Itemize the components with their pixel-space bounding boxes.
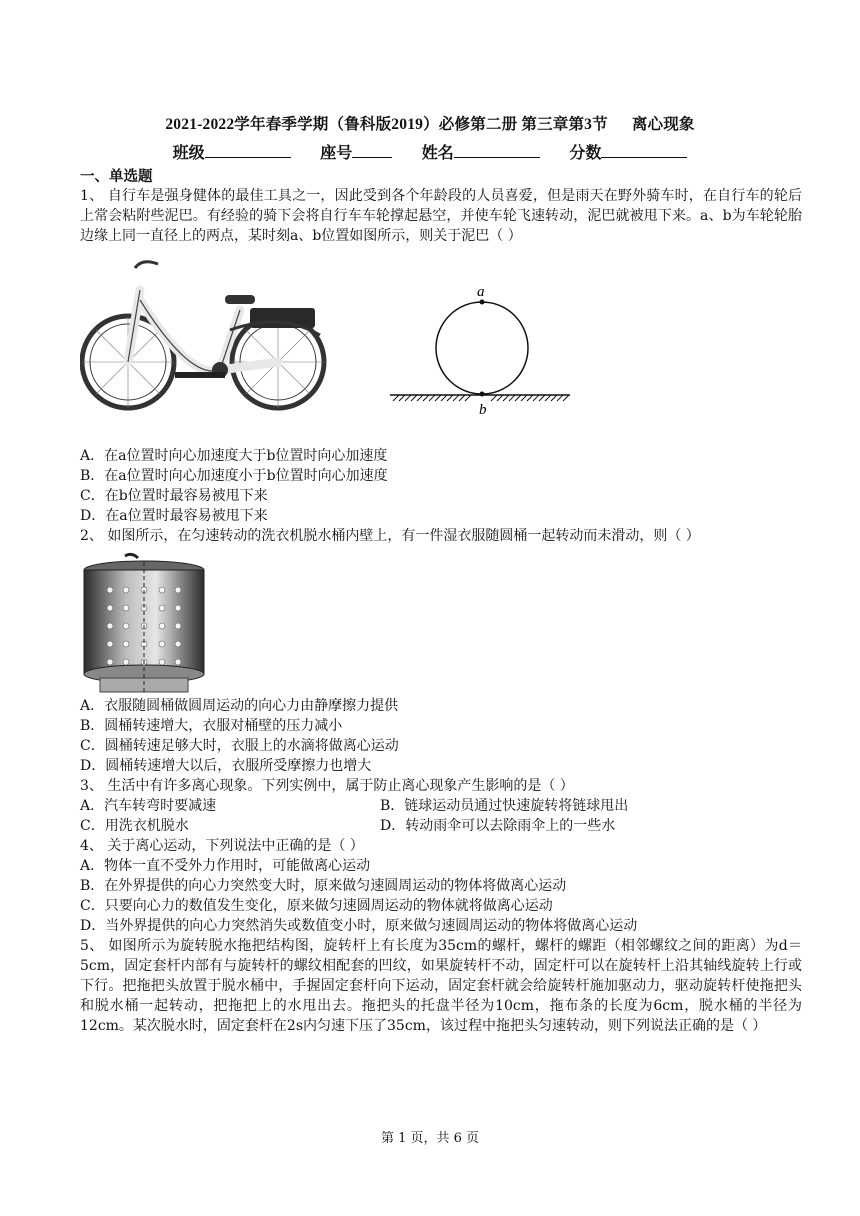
q2-option-d[interactable]: D．圆桶转速增大以后，衣服所受摩擦力也增大 (80, 758, 372, 774)
q1-option-d[interactable]: D．在a位置时最容易被甩下来 (80, 508, 268, 524)
seat-field[interactable] (320, 140, 392, 163)
score-field[interactable] (569, 140, 687, 163)
q1-option-b[interactable]: B．在a位置时向心加速度小于b位置时向心加速度 (80, 468, 388, 484)
question-3-text: 3、 生活中有许多离心现象。下列实例中，属于防止离心现象产生影响的是（ ） (80, 778, 574, 794)
title-main: 2021-2022学年春季学期（鲁科版2019）必修第二册 第三章第3节 (165, 116, 608, 133)
point-b-label: b (479, 402, 487, 418)
section-heading: 一、单选题 (80, 168, 153, 185)
q1-option-c[interactable]: C．在b位置时最容易被甩下来 (80, 488, 268, 504)
washer-drum-image (80, 550, 210, 700)
page-title (0, 112, 860, 134)
q2-option-c[interactable]: C．圆桶转速足够大时，衣服上的水滴将做离心运动 (80, 738, 399, 754)
page-number: 第 1 页，共 6 页 (380, 1131, 480, 1146)
class-field[interactable] (173, 140, 291, 163)
point-a-label: a (477, 284, 485, 300)
q4-option-c[interactable]: C．只要向心力的数值发生变化，原来做匀速圆周运动的物体就将做离心运动 (80, 898, 553, 914)
question-1-text: 1、 自行车是强身健体的最佳工具之一，因此受到各个年龄段的人员喜爱，但是雨天在野外骑车时，在自行车的轮后上常会粘附些泥巴。有经验的骑下会将自行车车轮撑起悬空，并使车轮飞速转动，泥巴就被甩下来。a、b为车轮轮胎边缘上同一直径上的两点，某时刻a、b位置如图所示，则关于泥巴（ ） (80, 188, 802, 244)
q3-option-d[interactable]: D．转动雨伞可以去除雨伞上的一些水 (380, 818, 616, 834)
q3-option-c[interactable]: C．用洗衣机脱水 (80, 818, 189, 834)
title-sub: 离心现象 (631, 116, 695, 133)
q4-option-a[interactable]: A．物体一直不受外力作用时，可能做离心运动 (80, 858, 371, 874)
student-info-row (0, 140, 860, 163)
name-label: 姓名 (421, 143, 454, 162)
q2-option-a[interactable]: A．衣服随圆桶做圆周运动的向心力由静摩擦力提供 (80, 698, 399, 714)
q2-option-b[interactable]: B．圆桶转速增大，衣服对桶壁的压力减小 (80, 718, 343, 734)
name-field[interactable] (422, 140, 540, 163)
score-label: 分数 (569, 143, 602, 162)
wheel-diagram (385, 280, 585, 420)
question-4-text: 4、 关于离心运动，下列说法中正确的是（ ） (80, 838, 364, 854)
seat-label: 座号 (320, 143, 353, 162)
bicycle-image (80, 250, 330, 420)
q1-option-a[interactable]: A．在a位置时向心加速度大于b位置时向心加速度 (80, 448, 388, 464)
class-label: 班级 (172, 143, 205, 162)
q4-option-b[interactable]: B．在外界提供的向心力突然变大时，原来做匀速圆周运动的物体将做离心运动 (80, 878, 567, 894)
question-2-text: 2、 如图所示，在匀速转动的洗衣机脱水桶内壁上，有一件湿衣服随圆桶一起转动而未滑动，则（ ） (80, 528, 700, 544)
q3-option-b[interactable]: B．链球运动员通过快速旋转将链球甩出 (380, 798, 629, 814)
question-5-text: 5、 如图所示为旋转脱水拖把结构图，旋转杆上有长度为35cm的螺杆，螺杆的螺距（相邻螺纹之间的距离）为d＝5cm，固定套杆内部有与旋转杆的螺纹相配套的凹纹，如果旋转杆不动，固定杆可以在旋转杆上沿其轴线旋转上行或下行。把拖把头放置于脱水桶中，手握固定套杆向下运动，固定套杆就会给旋转杆施加驱动力，驱动旋转杆使拖把头和脱水桶一起转动，把拖把上的水甩出去。拖把头的托盘半径为10cm，拖布条的长度为6cm，脱水桶的半径为12cm。某次脱水时，固定套杆在2s内匀速下压了35cm，该过程中拖把头匀速转动，则下列说法正确的是（ ） (80, 938, 802, 1034)
q4-option-d[interactable]: D．当外界提供的向心力突然消失或数值变小时，原来做匀速圆周运动的物体将做离心运动 (80, 918, 638, 934)
q3-option-a[interactable]: A．汽车转弯时要减速 (80, 798, 217, 814)
